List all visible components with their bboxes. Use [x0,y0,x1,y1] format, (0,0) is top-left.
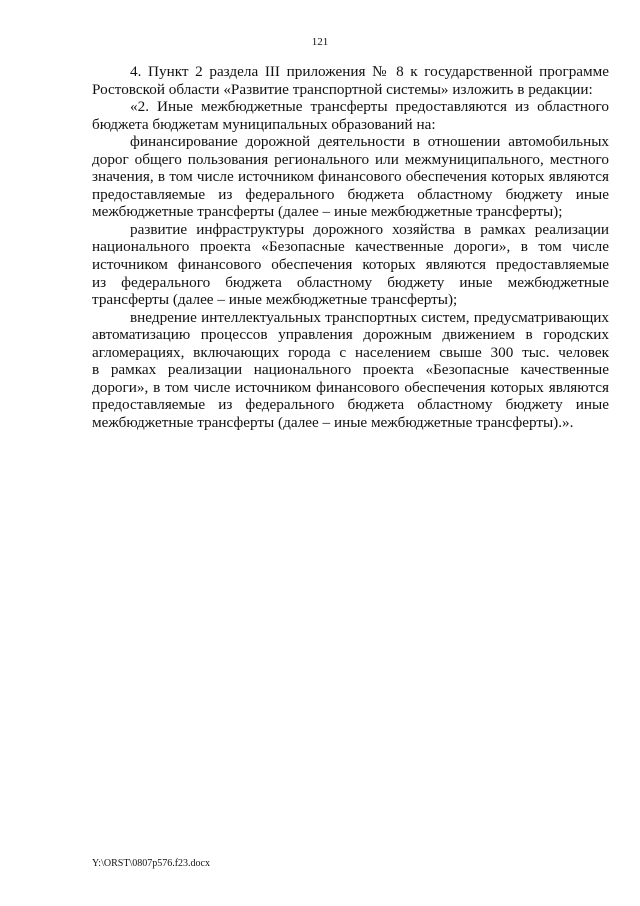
text-line: агломерациях, включающих города с населением свыше 300 тыс. человек [92,343,609,361]
text-line: из федерального бюджета областному бюджету иные межбюджетные [92,273,609,291]
text-line: дороги», в том числе источником финансового обеспечения которых являются [92,378,609,396]
text-line: финансирование дорожной деятельности в отношении автомобильных [130,133,609,151]
text-line: трансферты (далее – иные межбюджетные трансферты); [92,291,458,309]
text-line: национального проекта «Безопасные качественные дороги», в том числе [92,238,609,256]
footer-file-path: Y:\ORST\0807p576.f23.docx [92,858,210,869]
text-line: источником финансового обеспечения которых являются предоставляемые [92,256,609,274]
text-line: бюджета бюджетам муниципальных образований на: [92,115,436,133]
text-line: межбюджетные трансферты (далее – иные межбюджетные трансферты); [92,203,563,221]
text-line: предоставляемые из федерального бюджета областному бюджету иные [92,185,609,203]
text-line: внедрение интеллектуальных транспортных систем, предусматривающих [130,308,609,326]
text-line: предоставляемые из федерального бюджета областному бюджету иные [92,396,609,414]
text-line: «2. Иные межбюджетные трансферты предоставляются из областного [130,98,609,116]
text-line: дорог общего пользования регионального или межмуниципального, местного [92,150,609,168]
text-line: автоматизацию процессов управления дорожным движением в городских [92,326,609,344]
text-line: Ростовской области «Развитие транспортной системы» изложить в редакции: [92,80,593,98]
text-line: развитие инфраструктуры дорожного хозяйства в рамках реализации [130,220,609,238]
document-body [92,63,609,431]
text-line: значения, в том числе источником финансового обеспечения которых являются [92,168,609,186]
page-number: 121 [311,36,329,48]
text-line: в рамках реализации национального проекта «Безопасные качественные [92,361,609,379]
text-line: 4. Пункт 2 раздела III приложения № 8 к государственной программе [130,63,609,80]
text-line: межбюджетные трансферты (далее – иные межбюджетные трансферты).». [92,413,574,431]
